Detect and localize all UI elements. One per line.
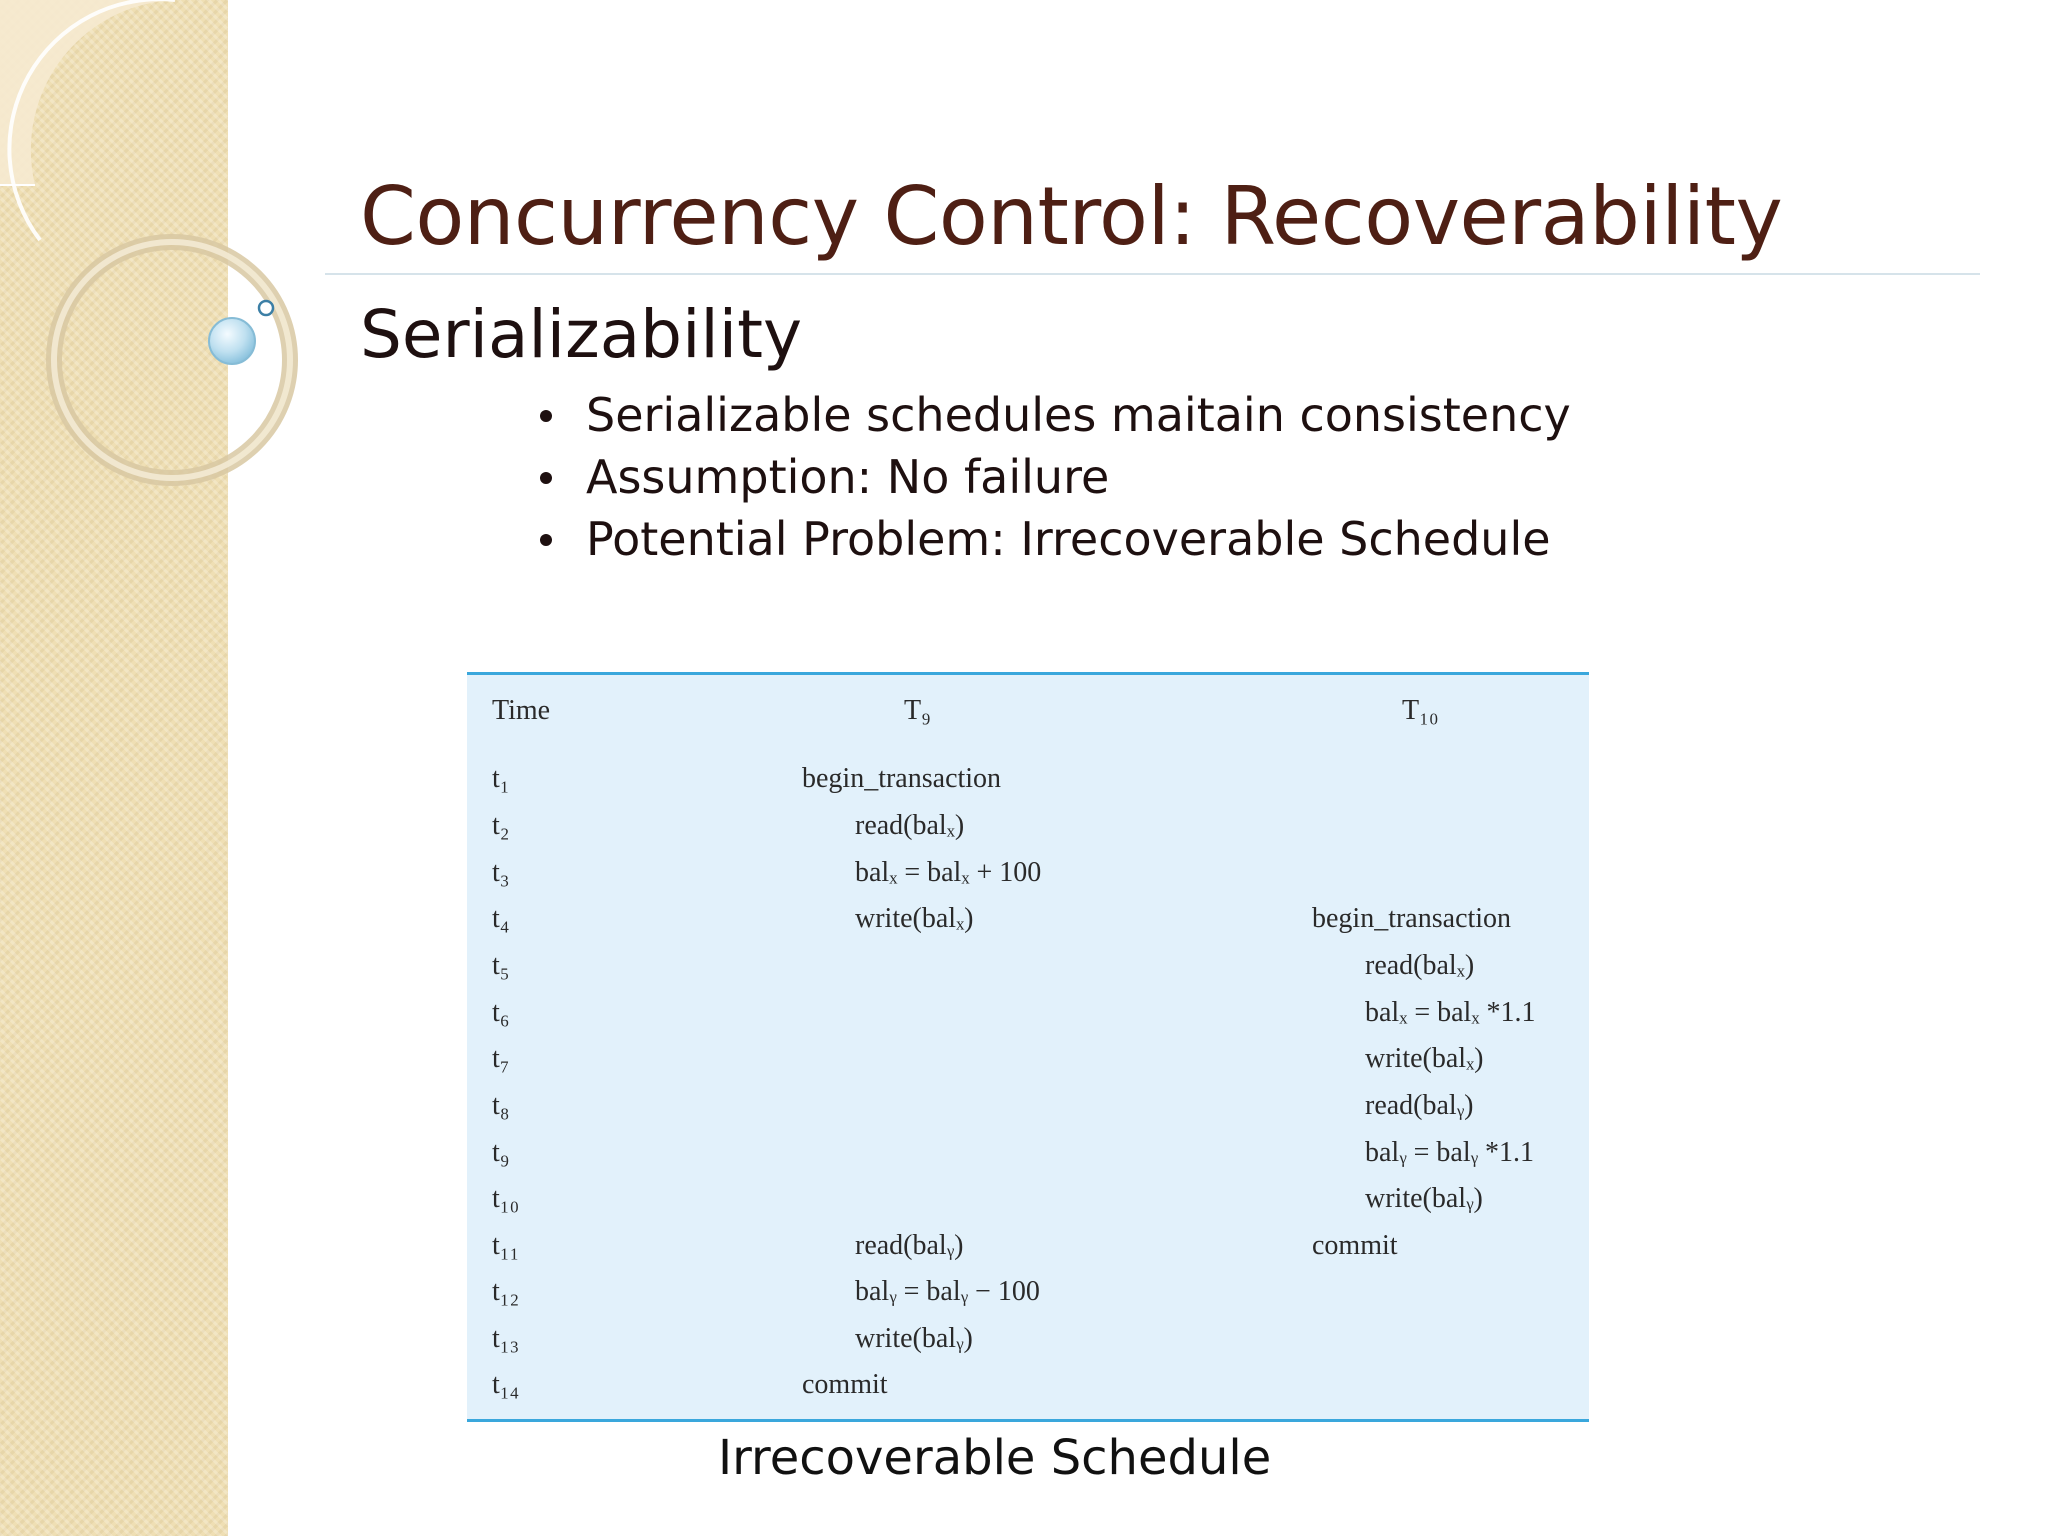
t9-op-cell: commit <box>802 1369 888 1400</box>
table-row <box>467 857 1589 903</box>
time-cell: t₁ <box>492 763 510 794</box>
table-row <box>467 903 1589 949</box>
schedule-caption: Irrecoverable Schedule <box>718 1430 1272 1486</box>
time-cell: t₇ <box>492 1043 510 1074</box>
t10-op-cell: commit <box>1312 1230 1398 1261</box>
time-cell: t₁₁ <box>492 1230 520 1261</box>
time-cell: t₂ <box>492 810 510 841</box>
t9-op-cell: write(balₓ) <box>855 903 974 934</box>
schedule-table <box>467 672 1589 1422</box>
header-t10: T₁₀ <box>1402 695 1439 726</box>
time-cell: t₃ <box>492 857 510 888</box>
time-cell: t₆ <box>492 997 510 1028</box>
time-cell: t₅ <box>492 950 510 981</box>
t9-op-cell: balᵧ = balᵧ − 100 <box>855 1276 1040 1307</box>
decorative-rings <box>0 0 300 520</box>
time-cell: t₈ <box>492 1090 510 1121</box>
bullet-list <box>530 384 1571 570</box>
table-row <box>467 1043 1589 1089</box>
t9-op-cell: begin_transaction <box>802 763 1002 794</box>
time-cell: t₁₄ <box>492 1369 520 1400</box>
bullet-item: Assumption: No failure <box>530 446 1571 508</box>
slide-title: Concurrency Control: Recoverability <box>360 170 1783 263</box>
table-row <box>467 810 1589 856</box>
t9-op-cell: read(balᵧ) <box>855 1230 964 1261</box>
table-row <box>467 1137 1589 1183</box>
table-row <box>467 1276 1589 1322</box>
time-cell: t₁₂ <box>492 1276 520 1307</box>
t10-op-cell: begin_transaction <box>1312 903 1512 934</box>
table-row <box>467 1369 1589 1415</box>
t9-op-cell: balₓ = balₓ + 100 <box>855 857 1042 888</box>
t9-op-cell: read(balₓ) <box>855 810 965 841</box>
table-row <box>467 997 1589 1043</box>
t10-op-cell: write(balᵧ) <box>1365 1183 1483 1214</box>
header-t9: T₉ <box>904 695 931 726</box>
t10-op-cell: write(balₓ) <box>1365 1043 1484 1074</box>
time-cell: t₁₀ <box>492 1183 520 1214</box>
table-row <box>467 1090 1589 1136</box>
header-time: Time <box>492 695 551 726</box>
table-row <box>467 763 1589 809</box>
time-cell: t₄ <box>492 903 510 934</box>
bullet-item: Potential Problem: Irrecoverable Schedule <box>530 508 1571 570</box>
bullet-item: Serializable schedules maitain consistency <box>530 384 1571 446</box>
t10-op-cell: read(balₓ) <box>1365 950 1475 981</box>
table-row <box>467 1230 1589 1276</box>
time-cell: t₉ <box>492 1137 510 1168</box>
table-row <box>467 1323 1589 1369</box>
section-heading: Serializability <box>360 296 803 373</box>
t10-op-cell: balᵧ = balᵧ *1.1 <box>1365 1137 1535 1168</box>
time-cell: t₁₃ <box>492 1323 520 1354</box>
table-row <box>467 950 1589 996</box>
t10-op-cell: read(balᵧ) <box>1365 1090 1474 1121</box>
title-divider <box>325 273 1980 275</box>
t10-op-cell: balₓ = balₓ *1.1 <box>1365 997 1536 1028</box>
table-row <box>467 1183 1589 1229</box>
t9-op-cell: write(balᵧ) <box>855 1323 973 1354</box>
